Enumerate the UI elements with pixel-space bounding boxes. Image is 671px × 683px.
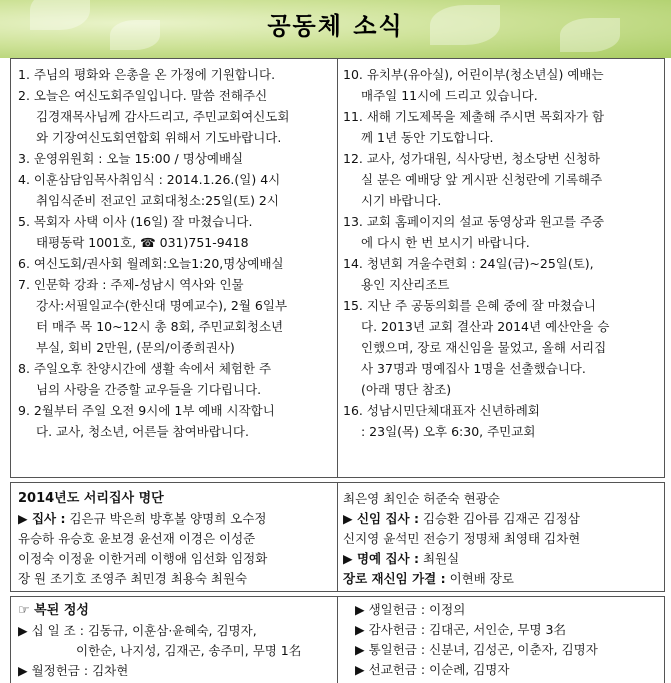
offering-label: ▶ 선교헌금 : [355, 662, 426, 677]
news-item-line: 다. 2013년 교회 결산과 2014년 예산안을 승 [361, 319, 610, 334]
deacons-left [18, 488, 334, 589]
news-item-line: 님의 사랑을 간증할 교우들을 기다립니다. [36, 382, 262, 397]
news-item-line: 12. 교사, 성가대원, 식사당번, 청소당번 신청하 [343, 151, 600, 166]
new-deacon-label: ▶ 신임 집사 : [343, 511, 419, 526]
news-item [343, 106, 661, 148]
news-item [18, 169, 334, 211]
news-item-line: 취임식준비 전교인 교회대청소:25일(토) 2시 [36, 193, 279, 208]
news-item-line: 9. 2월부터 주일 오전 9시에 1부 예배 시작합니 [18, 403, 275, 418]
news-column-divider [337, 58, 338, 478]
news-item-line: 15. 지난 주 공동의회를 은혜 중에 잘 마쳤습니 [343, 298, 596, 313]
news-item-line: 용인 지산리조트 [361, 277, 450, 292]
deacons-right [343, 488, 661, 589]
news-item-line: 께 1년 동안 기도합니다. [361, 130, 494, 145]
offering-right [355, 600, 661, 680]
news-item-line: 5. 목회자 사택 이사 (16일) 잘 마쳤습니다. [18, 214, 253, 229]
deacon-label: ▶ 집사 : [18, 511, 66, 526]
news-item-line: 4. 이훈삼담임목사취임식 : 2014.1.26.(일) 4시 [18, 172, 281, 187]
offering-names: 이정의 [429, 602, 466, 617]
elder-names: 이현배 장로 [449, 571, 514, 586]
news-item-line: 터 매주 목 10~12시 총 8회, 주민교회청소년 [36, 319, 284, 334]
offering-names: 김동규, 이훈삼·윤혜숙, 김명자, [87, 623, 257, 638]
news-item [18, 253, 334, 274]
news-item-line: 부실, 회비 2만원, (문의/이종희권사) [36, 340, 235, 355]
news-item [18, 211, 334, 253]
offering-names: 신분녀, 김성곤, 이춘자, 김명자 [429, 642, 598, 657]
news-item [18, 64, 334, 85]
deacons-title: 2014년도 서리집사 명단 [18, 491, 164, 506]
news-item-line: 태평동락 1001호, ☎ 031)751-9418 [36, 235, 249, 250]
news-item [343, 295, 661, 400]
news-item-line: 11. 새해 기도제목을 제출해 주시면 목회자가 함 [343, 109, 605, 124]
news-item [18, 274, 334, 358]
offering-names: 이한순, 나지성, 김재곤, 송주미, 무명 1名 [76, 643, 302, 658]
news-item-line: 10. 유치부(유아실), 어린이부(청소년실) 예배는 [343, 67, 604, 82]
offering-names: 김차현 [92, 663, 129, 678]
deacons-column-divider [337, 482, 338, 592]
news-item-line: 16. 성남시민단체대표자 신년하례회 [343, 403, 540, 418]
news-item-line: 2. 오늘은 여신도회주일입니다. 말씀 전해주신 [18, 88, 268, 103]
deacon-names: 유승하 유승호 윤보경 윤선재 이경은 이성준 [18, 531, 256, 546]
news-item-line: 사 37명과 명예집사 1명을 선출했습니다. [361, 361, 586, 376]
offering-label: ▶ 생일헌금 : [355, 602, 426, 617]
header-banner [0, 0, 671, 58]
deacon-names: 김은규 박은희 방후볼 양명희 오수정 [69, 511, 267, 526]
news-item-line: 1. 주님의 평화와 은총을 온 가정에 기원합니다. [18, 67, 276, 82]
news-item-line: 인했으며, 장로 재신임을 물었고, 올해 서리집 [361, 340, 607, 355]
offering-names: 이순례, 김명자 [429, 662, 510, 677]
deacon-names: 이정숙 이정윤 이한거레 이행애 임선화 임정화 [18, 551, 268, 566]
news-item [343, 400, 661, 442]
offering-label: ▶ 감사헌금 : [355, 622, 426, 637]
news-item-line: 13. 교회 홈페이지의 설교 동영상과 원고를 주중 [343, 214, 605, 229]
news-item [343, 64, 661, 106]
news-item-line: 에 다시 한 번 보시기 바랍니다. [361, 235, 530, 250]
news-item-line: 14. 청년회 겨울수련회 : 24일(금)~25일(토), [343, 256, 594, 271]
news-item [343, 148, 661, 211]
news-item-line: 다. 교사, 청소년, 어른들 참여바랍니다. [36, 424, 249, 439]
offering-label: ▶ 십 일 조 : [18, 623, 84, 638]
news-left-column [18, 64, 334, 442]
elder-label: 장로 재신임 가결 : [343, 571, 446, 586]
news-item-line: 실 분은 예배당 앞 게시판 신청란에 기록해주 [361, 172, 603, 187]
news-item-line: 강사:서필일교수(한신대 명예교수), 2월 6일부 [36, 298, 288, 313]
news-item-line: 와 기장여신도회연합회 위해서 기도바랍니다. [36, 130, 282, 145]
news-item [18, 400, 334, 442]
news-item-line: 매주일 11시에 드리고 있습니다. [361, 88, 538, 103]
honor-deacon-names: 최원실 [422, 551, 460, 566]
deacon-names: 최은영 최인순 허준숙 현광순 [343, 491, 500, 506]
news-item [18, 148, 334, 169]
offering-names: 김대곤, 서인순, 무명 3名 [429, 622, 566, 637]
new-deacon-names: 김승환 김아름 김재곤 김정삼 [422, 511, 580, 526]
news-item-line: (아래 명단 참조) [361, 382, 452, 397]
new-deacon-names: 신지영 윤석민 전승기 정명채 최영태 김차현 [343, 531, 581, 546]
news-item [343, 253, 661, 295]
deacon-names: 장 원 조기호 조영주 최민경 최용숙 최원숙 [18, 571, 248, 586]
offering-title: ☞ 복된 정성 [18, 603, 89, 618]
offering-left [18, 600, 334, 681]
offering-label: ▶ 통일헌금 : [355, 642, 426, 657]
news-item [18, 358, 334, 400]
news-item [343, 211, 661, 253]
honor-deacon-label: ▶ 명예 집사 : [343, 551, 419, 566]
news-item [18, 85, 334, 148]
offering-label: ▶ 월정헌금 : [18, 663, 89, 678]
offering-column-divider [337, 596, 338, 683]
news-item-line: 김경재목사님께 감사드리고, 주민교회여신도회 [36, 109, 290, 124]
news-item-line: 7. 인문학 강좌 : 주제-성남시 역사와 인물 [18, 277, 244, 292]
news-right-column [343, 64, 661, 442]
news-item-line: 시기 바랍니다. [361, 193, 442, 208]
news-item-line: : 23일(목) 오후 6:30, 주민교회 [361, 424, 536, 439]
news-item-line: 3. 운영위원회 : 오늘 15:00 / 명상예배실 [18, 151, 244, 166]
news-item-line: 6. 여신도회/권사회 월례회:오늘1:20,명상예배실 [18, 256, 284, 271]
news-item-line: 8. 주일오후 찬양시간에 생활 속에서 체험한 주 [18, 361, 272, 376]
page-title: 공동체 소식 [267, 12, 404, 40]
